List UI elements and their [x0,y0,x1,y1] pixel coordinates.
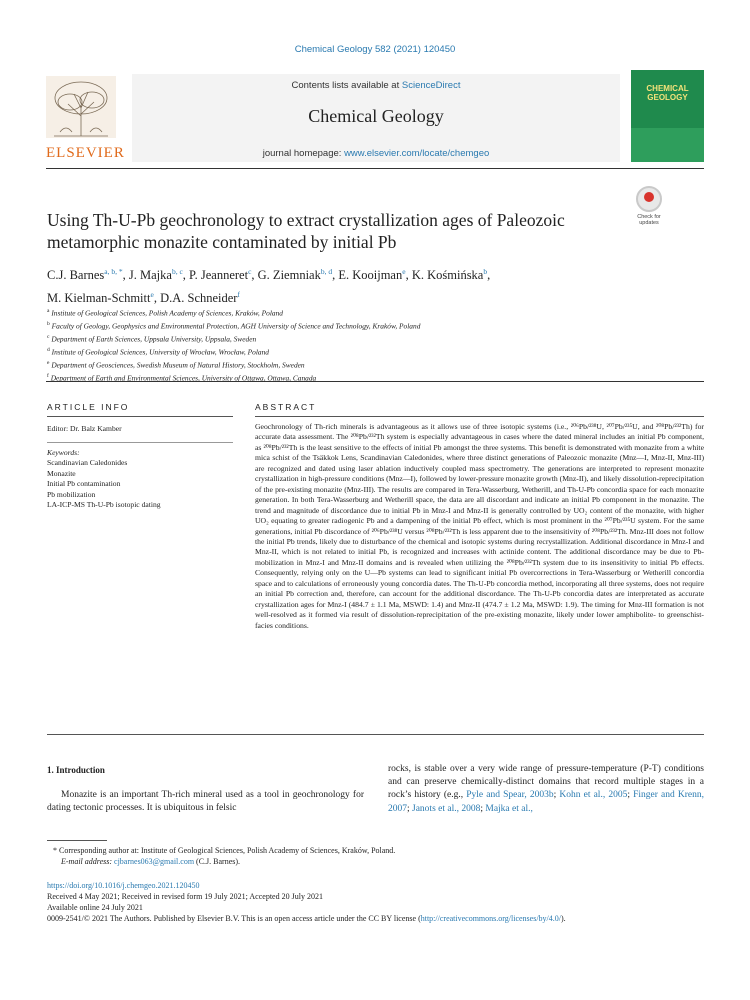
license-prefix: 0009-2541/© 2021 The Authors. Published by Elsevier B.V. This is an open access article under the CC BY license ( [47,914,421,923]
author-name[interactable]: C.J. Barnes [47,268,105,283]
reference-link[interactable]: Kohn et al., 2005 [559,790,628,801]
affiliation-key: c [47,334,50,341]
homepage-prefix: journal homepage: [262,148,345,159]
author-affiliation-marker[interactable]: f [237,290,240,300]
author-name[interactable]: M. Kielman-Schmitt [47,291,151,306]
contents-prefix: Contents lists available at [291,80,402,91]
sciencedirect-link[interactable]: ScienceDirect [401,80,461,91]
keyword-item: Initial Pb contamination [47,479,121,489]
affiliation-text: Department of Earth Sciences, Uppsala University, Uppsala, Sweden [51,334,257,344]
corresponding-author-note: * Corresponding author at: Institute of Geological Sciences, Polish Academy of Sciences, Kraków, Poland. [53,846,396,855]
author-affiliation-marker[interactable]: b [483,267,488,276]
author-list: C.J. Barnes$^{a, b, *}$, J. Majka$^{b, c}$, P. Jeanneret$^c$, G. Ziemniak$^{b, d}$, E. Kooijman$^e$, K. Kośmińska$^b$, M. Kielman-Schmitt$^e$, D.A. Schneider$^f$ [47,267,491,306]
affiliation-key: b [47,321,50,328]
article-info-divider [47,416,233,417]
received-dates: Received 4 May 2021; Received in revised form 19 July 2021; Accepted 20 July 2021 [47,892,323,901]
affiliation-text: Institute of Geological Sciences, University of Wrocław, Wrocław, Poland [51,347,269,357]
journal-header-box [132,74,620,162]
journal-name: Chemical Geology [308,106,444,126]
author-affiliation-marker[interactable]: c [248,267,252,276]
affiliation-text: Faculty of Geology, Geophysics and Environmental Protection, AGH University of Science and Technology, Kraków, Poland [51,321,421,331]
reference-link[interactable]: Majka et al., [485,803,533,814]
keywords-heading: Keywords: [47,448,80,457]
keywords-block [47,448,233,510]
author-name[interactable]: J. Majka [128,268,172,283]
section-divider [46,381,704,382]
author-name[interactable]: K. Kośmińska [411,268,484,283]
author-name[interactable]: P. Jeanneret [189,268,249,283]
author-affiliation-marker[interactable]: b, c [171,267,183,276]
affiliation-text: Department of Geosciences, Swedish Museum of Natural History, Stockholm, Sweden [51,360,305,370]
check-updates-label: Check for updates [637,214,661,226]
reference-link[interactable]: Janots et al., 2008 [412,803,481,814]
license-line [47,913,704,924]
abstract-bottom-divider [47,734,704,735]
reference-link[interactable]: Finger and Krenn, 2007 [388,790,704,814]
affiliation-item [47,319,667,332]
abstract-text: Geochronology of Th-rich minerals is advantageous as it allows use of three isotopic systems (i.e., ²⁰⁶Pb/²³⁸U, ²⁰⁷Pb/²³⁵U, and ²⁰⁸Pb/²³²Th) for accurate data assessment. The ²⁰⁸Pb/²³²Th system is especially advantageous in cases where the dated mineral includes an initial Pb component, as ²⁰⁸Pb/²³²Th is the least sensitive to the effects of initial Pb amongst the three systems. This benefit is demonstrated with monazite from a white mica schist of the Tsäkkok Lens, Scandinavian Caledonides, where three distinct generations of Paleozoic monazite (Mnz—I, Mnz-II, Mnz-III) are recognized and dated using laser ablation inductively coupled mass spectrometry. The generations are interpreted to represent monazite crystallization in high-pressure conditions (Mnz—I), followed by lower-pressure monazite growth (Mnz-II), and likely dissolution-reprecipitation of the pre-existing monazite (Mnz-III). The results are compared in Tera-Wasserburg, Wetherill, and Th-U-Pb concordia space for each monazite generation. In both Tera-Wasserburg and Wetherill space, the data are all discordant and indicate an initial Pb component in the monazite. The trend and magnitude of discordance due to initial Pb in Mnz-I and Mnz-II is generally controlled by UO₂ content of the monazite, with higher UO₂ equating to greater radiogenic Pb and a dampening of the initial Pb effect, which is most prominent in the ²⁰⁷Pb/²³⁵U system. For the same generations, initial Pb discordance of ²⁰⁶Pb/²³⁸U versus ²⁰⁸Pb/²³²Th is less apparent due to the insensitivity of ²⁰⁸Pb/²³²Th. Mnz-III does not follow the initial Pb trends, likely due to disturbance of the chemical and isotopic systems during recrystallization. Additional discordance in Mnz-I and Mnz-II, which is not related to initial Pb, is recognized and increases with actinide content. The additional discordance may be due to Pb-mobilization in Mnz-I and Mnz-II domains and is revealed when utilizing the ²⁰⁸Pb/²³²Th system due to its insensitivity to initial Pb effects. Consequently, relying only on the U—Pb systems can lead to significant initial Pb overcorrections in Tera-Wasserburg or Wetherill concordia space and to calculations of erroneously young concordia dates. The Th-U-Pb concordia method, incorporating all three systems, does not require an initial Pb correction and, therefore, can account for the additional discordance. The Th-U-Pb concordia dates are interpretated as accurate crystallization ages for Mnz-I (484.7 ± 1.1 Ma, MSWD: 1.4) and Mnz-II (474.7 ± 1.2 Ma, MSWD: 1.9). The timing for Mnz-III formation is not well-resolved as it formed via result of dissolution-reprecipitation of the pre-existing monazite, likely under lower amphibolite- to greenschist-facies conditions. [255,422,704,630]
keywords-divider [47,442,233,443]
publication-info [47,880,704,924]
affiliation-key: e [47,360,50,367]
journal-cover-image[interactable] [631,70,704,162]
header-divider [46,168,704,169]
affiliation-key: d [47,347,50,354]
doi-link[interactable]: https://doi.org/10.1016/j.chemgeo.2021.120450 [47,881,200,890]
affiliation-item [47,332,667,345]
affiliation-item [47,371,667,384]
affiliation-key: a [47,308,50,314]
affiliation-list [47,306,667,384]
elsevier-logo [46,76,124,162]
author-name[interactable]: D.A. Schneider [160,291,238,306]
introduction-column-2: rocks, is stable over a very wide range of pressure-temperature (P-T) conditions and can preserve chemically-distinct domains that record multiple stages in a rock’s history (e.g., Pyle and Spear, 2003b; Kohn et al., 2005; Finger and Krenn, 2007; Janots et al., 2008; Majka et al., [388,764,704,814]
email-suffix: (C.J. Barnes). [194,857,241,866]
footnotes [47,845,704,867]
keyword-item: Scandinavian Caledonides [47,458,128,468]
intro-col2-text: rocks, is stable over a very wide range of pressure-temperature (P-T) conditions and can preserve chemically-distinct domains that record multiple stages in a rock’s history (e.g., [388,764,704,801]
email-link[interactable]: cjbarnes063@gmail.com [114,857,195,866]
article-info-heading: ARTICLE INFO [47,402,130,412]
introduction-column-1: Monazite is an important Th-rich mineral used as a tool in geochronology for dating tectonic processes. It is ubiquitous in felsic [47,790,364,814]
editor-line: Editor: Dr. Balz Kamber [47,424,122,433]
author-name[interactable]: G. Ziemniak [257,268,321,283]
check-for-updates-button[interactable] [630,186,668,226]
license-suffix: ). [561,914,566,923]
license-link[interactable]: http://creativecommons.org/licenses/by/4.0/ [420,914,562,923]
author-affiliation-marker[interactable]: a, b, * [104,267,123,276]
affiliation-key: f [47,373,49,380]
cover-artwork [631,128,704,162]
author-affiliation-marker[interactable]: e [402,267,406,276]
affiliation-item [47,345,667,358]
keyword-item: Monazite [47,468,76,478]
reference-link[interactable]: Pyle and Spear, 2003b [466,790,554,801]
journal-homepage-link[interactable]: www.elsevier.com/locate/chemgeo [344,148,490,159]
email-line [47,856,704,867]
cover-title: CHEMICAL GEOLOGY [646,84,689,102]
abstract-heading: ABSTRACT [255,402,317,412]
tree-icon [46,76,116,138]
article-title: Using Th-U-Pb geochronology to extract crystallization ages of Paleozoic metamorphic monazite contaminated by initial Pb [47,210,565,252]
author-affiliation-marker[interactable]: b, d [320,267,333,276]
keyword-item: Pb mobilization [47,489,96,499]
abstract-divider [255,416,704,417]
contents-line [132,80,620,91]
available-online: Available online 24 July 2021 [47,903,143,912]
affiliation-text: Institute of Geological Sciences, Polish Academy of Sciences, Kraków, Poland [51,308,283,318]
author-affiliation-marker[interactable]: e [150,290,154,300]
journal-reference[interactable]: Chemical Geology 582 (2021) 120450 [294,44,456,55]
publisher-name: ELSEVIER [46,145,125,161]
keyword-item: LA-ICP-MS Th-U-Pb isotopic dating [47,500,161,510]
author-name[interactable]: E. Kooijman [338,268,403,283]
crossmark-icon [636,186,662,212]
introduction-heading: 1. Introduction [47,765,105,775]
affiliation-item [47,306,667,319]
affiliation-text: Department of Earth and Environmental Sciences, University of Ottawa, Ottawa, Canada [50,373,317,383]
footnote-divider [47,840,107,841]
journal-masthead [46,70,704,162]
email-label: E-mail address: [61,857,115,866]
affiliation-item [47,358,667,371]
homepage-line [132,148,620,159]
